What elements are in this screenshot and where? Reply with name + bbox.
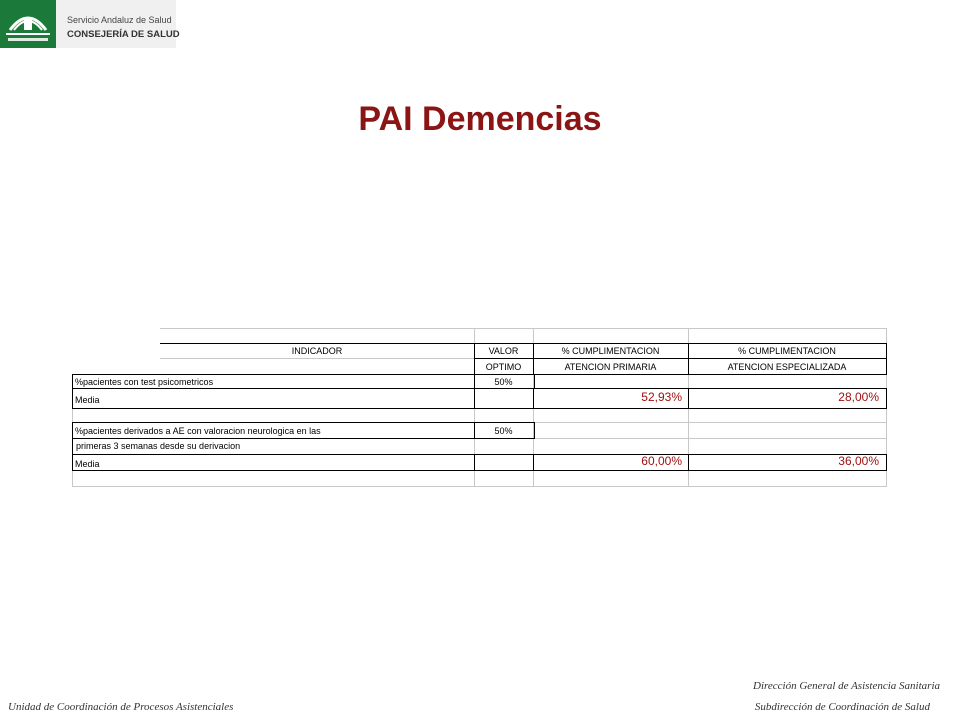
indicator-2-optimo: 50% bbox=[494, 426, 513, 436]
indicator-1-label: %pacientes con test psicometricos bbox=[75, 377, 214, 387]
header-optimo: OPTIMO bbox=[485, 362, 522, 372]
page-title: PAI Demencias bbox=[358, 100, 602, 138]
header-atencion-primaria: ATENCION PRIMARIA bbox=[564, 362, 657, 372]
header-ae-cumplimentacion: % CUMPLIMENTACION bbox=[738, 346, 836, 356]
indicator-1-optimo: 50% bbox=[494, 377, 513, 387]
indicator-2-ap-value: 60,00% bbox=[641, 454, 682, 468]
indicator-1-media-label: Media bbox=[75, 395, 100, 405]
header-atencion-especializada: ATENCION ESPECIALIZADA bbox=[727, 362, 847, 372]
indicator-2-media-label: Media bbox=[75, 459, 100, 469]
footer-unit: Unidad de Coordinación de Procesos Asistenciales bbox=[8, 701, 234, 713]
indicator-2-label: %pacientes derivados a AE con valoracion neurologica en las bbox=[75, 426, 321, 436]
header-indicador: INDICADOR bbox=[291, 346, 343, 356]
indicator-1-ae-value: 28,00% bbox=[838, 390, 879, 404]
indicator-2-ae-value: 36,00% bbox=[838, 454, 879, 468]
footer-direction: Dirección General de Asistencia Sanitaria bbox=[753, 680, 940, 692]
header-ap-cumplimentacion: % CUMPLIMENTACION bbox=[561, 346, 660, 356]
indicator-1-ap-value: 52,93% bbox=[641, 390, 682, 404]
logo-org-name: Servicio Andaluz de Salud bbox=[67, 15, 172, 25]
logo-department: CONSEJERÍA DE SALUD bbox=[67, 29, 180, 40]
footer-subdirection: Subdirección de Coordinación de Salud bbox=[754, 701, 930, 713]
indicator-2-label-line2: primeras 3 semanas desde su derivacion bbox=[76, 441, 241, 451]
header-valor: VALOR bbox=[488, 346, 519, 356]
